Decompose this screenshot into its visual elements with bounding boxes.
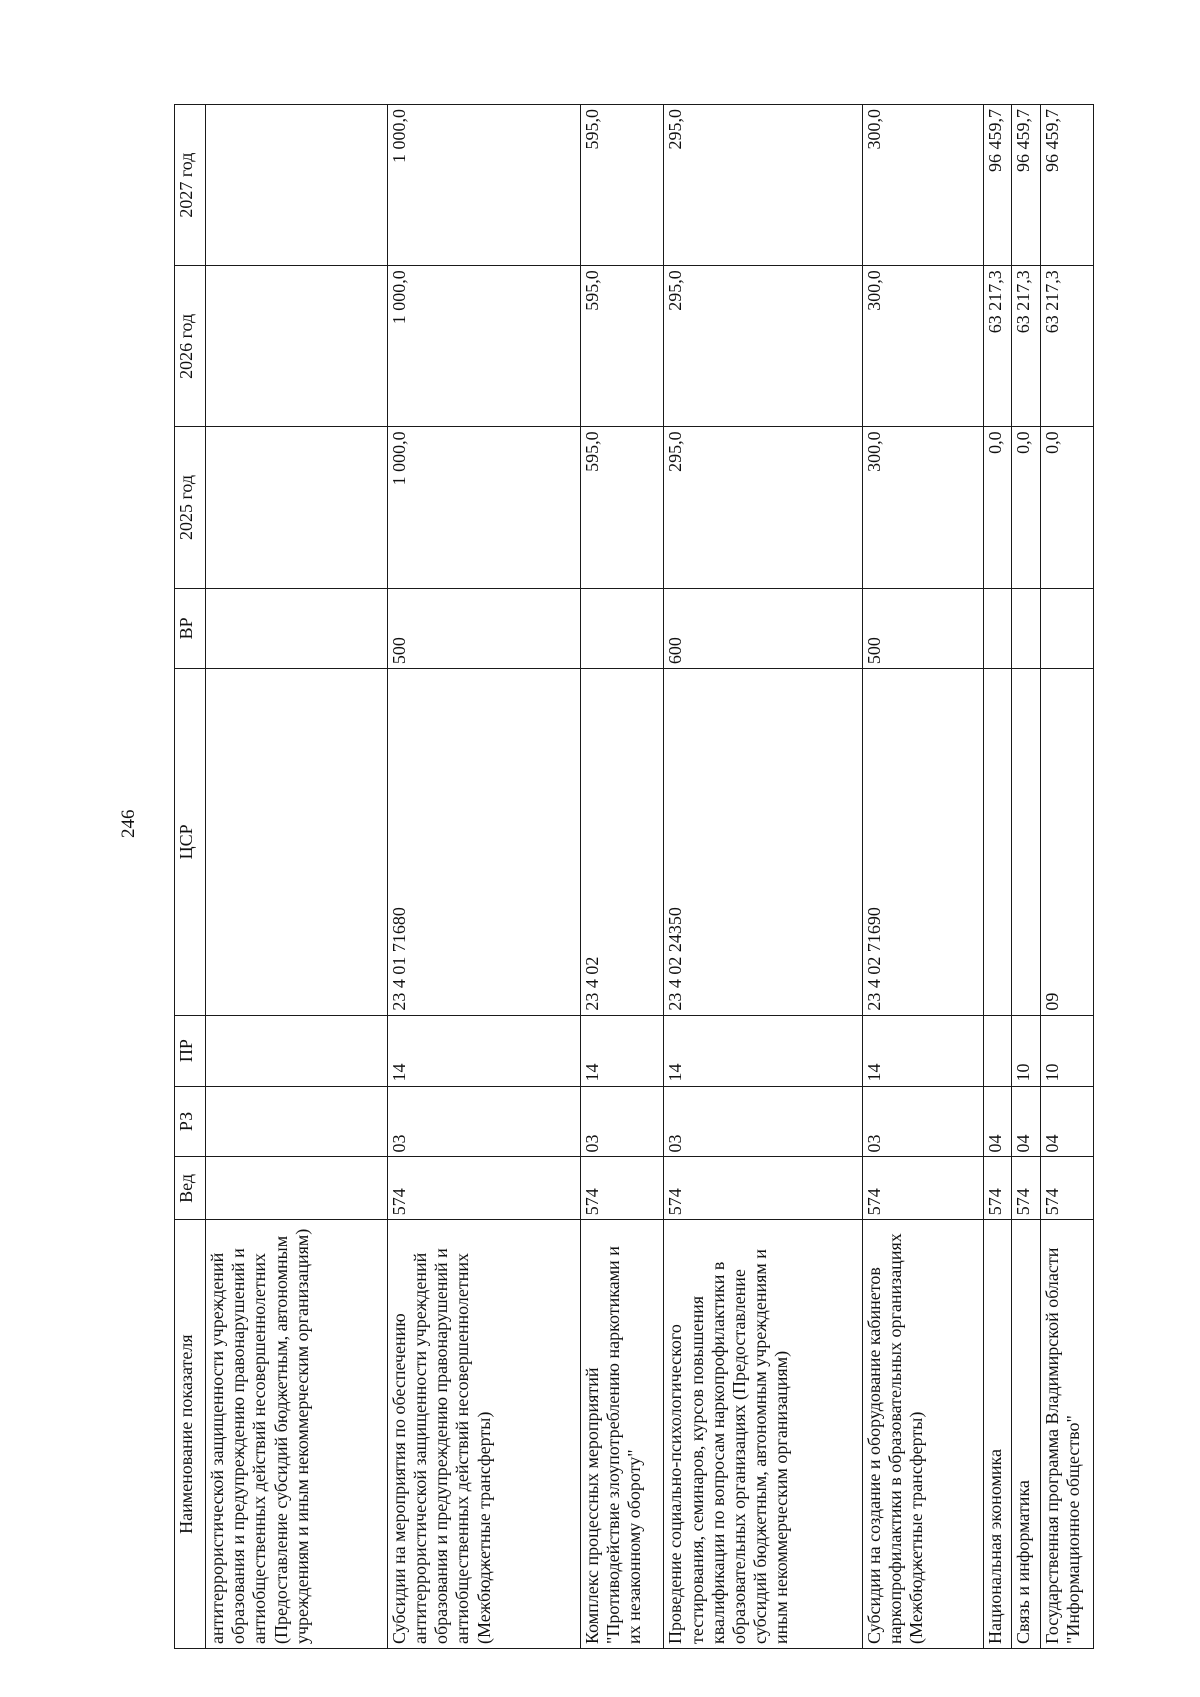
cell-csr: 23 4 02 71690 bbox=[862, 669, 983, 1016]
cell-name: Связь и информатика bbox=[1012, 1220, 1041, 1649]
table-row bbox=[1012, 105, 1041, 1649]
cell-csr: 09 bbox=[1041, 669, 1094, 1016]
cell-2025: 595,0 bbox=[580, 427, 664, 588]
header-2026: 2026 год bbox=[175, 266, 206, 427]
cell-vr: 600 bbox=[664, 588, 862, 669]
cell-ved bbox=[206, 1157, 388, 1220]
cell-2025: 0,0 bbox=[983, 427, 1012, 588]
cell-ved: 574 bbox=[1012, 1157, 1041, 1220]
table-row bbox=[1041, 105, 1094, 1649]
header-ved: Вед bbox=[175, 1157, 206, 1220]
cell-vr bbox=[1041, 588, 1094, 669]
header-rz: РЗ bbox=[175, 1086, 206, 1157]
table-row bbox=[664, 105, 862, 1649]
cell-vr bbox=[580, 588, 664, 669]
cell-2025: 0,0 bbox=[1012, 427, 1041, 588]
cell-2025: 295,0 bbox=[664, 427, 862, 588]
budget-table bbox=[174, 104, 1094, 1649]
cell-rz: 03 bbox=[387, 1086, 580, 1157]
cell-2027 bbox=[206, 105, 388, 266]
cell-name: Проведение социально-психологического тестирования, семинаров, курсов повышения квалификации по вопросам наркопрофилактики в образовательных организациях (Предоставление субсидий бюджетным, автономным учреждениям и иным некоммерческим организациям) bbox=[664, 1220, 862, 1649]
cell-pr bbox=[206, 1015, 388, 1086]
cell-2025: 0,0 bbox=[1041, 427, 1094, 588]
cell-vr: 500 bbox=[387, 588, 580, 669]
cell-name: Субсидии на создание и оборудование кабинетов наркопрофилактики в образовательных организациях (Межбюджетные трансферты) bbox=[862, 1220, 983, 1649]
cell-pr: 14 bbox=[387, 1015, 580, 1086]
cell-pr: 14 bbox=[580, 1015, 664, 1086]
header-2025: 2025 год bbox=[175, 427, 206, 588]
cell-rz: 04 bbox=[1041, 1086, 1094, 1157]
cell-name: Комплекс процессных мероприятий "Противодействие злоупотреблению наркотиками и их незаконному обороту" bbox=[580, 1220, 664, 1649]
cell-2026: 1 000,0 bbox=[387, 266, 580, 427]
cell-2027: 96 459,7 bbox=[983, 105, 1012, 266]
cell-csr bbox=[983, 669, 1012, 1016]
cell-rz: 03 bbox=[580, 1086, 664, 1157]
table-header-row bbox=[175, 105, 206, 1649]
cell-name: Государственная программа Владимирской области "Информационное общество" bbox=[1041, 1220, 1094, 1649]
cell-2027: 295,0 bbox=[664, 105, 862, 266]
cell-ved: 574 bbox=[1041, 1157, 1094, 1220]
header-vr: ВР bbox=[175, 588, 206, 669]
header-pr: ПР bbox=[175, 1015, 206, 1086]
cell-csr bbox=[1012, 669, 1041, 1016]
cell-2026: 300,0 bbox=[862, 266, 983, 427]
cell-pr: 10 bbox=[1012, 1015, 1041, 1086]
cell-vr: 500 bbox=[862, 588, 983, 669]
cell-pr: 14 bbox=[862, 1015, 983, 1086]
cell-2026: 63 217,3 bbox=[983, 266, 1012, 427]
cell-ved: 574 bbox=[664, 1157, 862, 1220]
cell-csr: 23 4 02 bbox=[580, 669, 664, 1016]
cell-2027: 300,0 bbox=[862, 105, 983, 266]
cell-ved: 574 bbox=[983, 1157, 1012, 1220]
cell-csr bbox=[206, 669, 388, 1016]
cell-2026: 595,0 bbox=[580, 266, 664, 427]
cell-vr bbox=[983, 588, 1012, 669]
cell-rz: 03 bbox=[664, 1086, 862, 1157]
cell-name: Субсидии на мероприятия по обеспечению антитеррористической защищенности учреждений образования и предупреждению правонарушений и антиобщественных действий несовершеннолетних (Межбюджетные трансферты) bbox=[387, 1220, 580, 1649]
cell-rz: 03 bbox=[862, 1086, 983, 1157]
cell-pr: 10 bbox=[1041, 1015, 1094, 1086]
cell-2027: 595,0 bbox=[580, 105, 664, 266]
cell-ved: 574 bbox=[387, 1157, 580, 1220]
cell-2026: 63 217,3 bbox=[1012, 266, 1041, 427]
rotated-table-container bbox=[174, 104, 1094, 1649]
cell-name: Национальная экономика bbox=[983, 1220, 1012, 1649]
table-row bbox=[206, 105, 388, 1649]
cell-2025: 300,0 bbox=[862, 427, 983, 588]
cell-rz: 04 bbox=[1012, 1086, 1041, 1157]
cell-2027: 96 459,7 bbox=[1041, 105, 1094, 266]
table-row bbox=[862, 105, 983, 1649]
cell-rz: 04 bbox=[983, 1086, 1012, 1157]
cell-2026: 295,0 bbox=[664, 266, 862, 427]
cell-rz bbox=[206, 1086, 388, 1157]
cell-ved: 574 bbox=[580, 1157, 664, 1220]
table-row bbox=[983, 105, 1012, 1649]
cell-2025: 1 000,0 bbox=[387, 427, 580, 588]
cell-2026: 63 217,3 bbox=[1041, 266, 1094, 427]
table-row bbox=[580, 105, 664, 1649]
table-row bbox=[387, 105, 580, 1649]
cell-pr bbox=[983, 1015, 1012, 1086]
header-name: Наименование показателя bbox=[175, 1220, 206, 1649]
cell-2026 bbox=[206, 266, 388, 427]
cell-pr: 14 bbox=[664, 1015, 862, 1086]
cell-vr bbox=[206, 588, 388, 669]
cell-vr bbox=[1012, 588, 1041, 669]
header-csr: ЦСР bbox=[175, 669, 206, 1016]
cell-csr: 23 4 02 24350 bbox=[664, 669, 862, 1016]
cell-2025 bbox=[206, 427, 388, 588]
page-number: 246 bbox=[118, 809, 139, 838]
header-2027: 2027 год bbox=[175, 105, 206, 266]
cell-2027: 1 000,0 bbox=[387, 105, 580, 266]
cell-ved: 574 bbox=[862, 1157, 983, 1220]
cell-name: антитеррористической защищенности учреждений образования и предупреждению правонарушений и антиобщественных действий несовершеннолетних (Предоставление субсидий бюджетным, автономным учреждениям и иным некоммерческим организациям) bbox=[206, 1220, 388, 1649]
cell-csr: 23 4 01 71680 bbox=[387, 669, 580, 1016]
cell-2027: 96 459,7 bbox=[1012, 105, 1041, 266]
